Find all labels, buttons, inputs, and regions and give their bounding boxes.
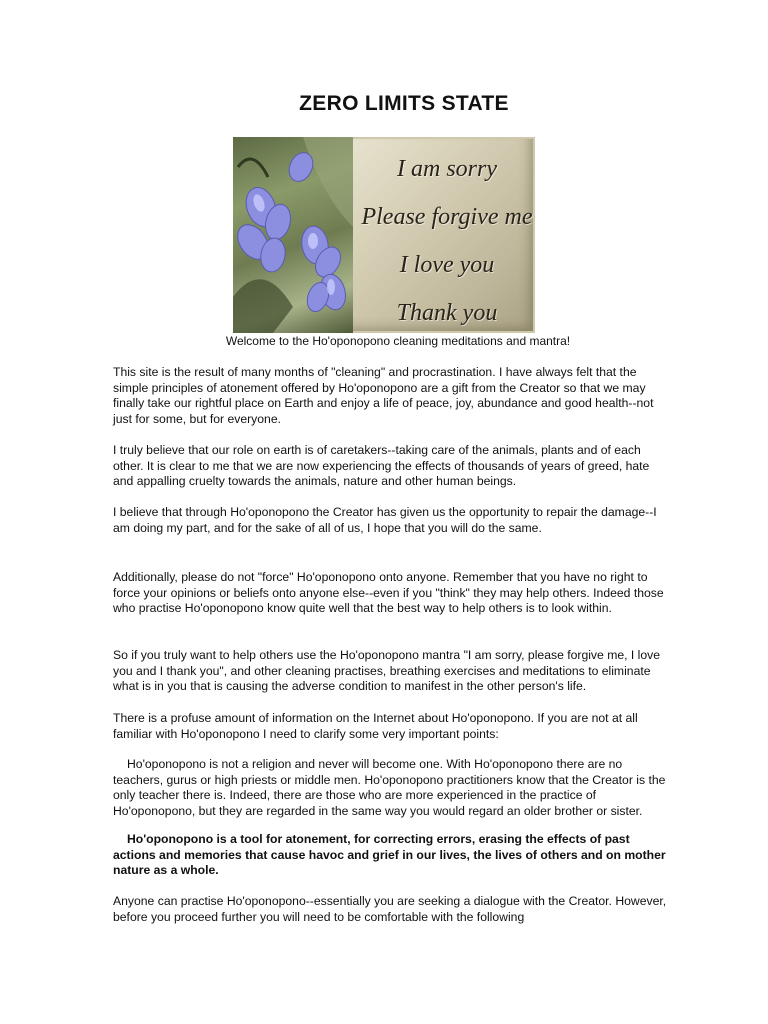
mantra-line-2: Please forgive me [361,204,533,230]
page-title: ZERO LIMITS STATE [299,92,509,115]
mantra-text [359,145,535,333]
intro-paragraph: This site is the result of many months of "cleaning" and procrastination. I have always felt that the simple principles of atonement offered by Ho'oponopono are a gift from the Creator so that we may finally take our rightful place on Earth and enjoy a life of peace, joy, abundance and good health--not just for some, but for everyone. [113,365,654,426]
religion-paragraph: Ho'oponopono is not a religion and never will become one. With Ho'oponopono there are no teachers, gurus or high priests or middle men. Ho'oponopono practitioners know that the Creator is the only teacher there is. Indeed, there are those who are more experienced in the practice of Ho'oponopono, but they are regarded in the same way you would regard an older brother or sister. [113,757,666,818]
mantra-image [233,137,535,333]
mantra-line-3: I love you [399,252,495,278]
mantra-paragraph: So if you truly want to help others use the Ho'oponopono mantra "I am sorry, please forgive me, I love you and I thank you", and other cleaning practises, breathing exercises and meditations to eliminate what is in you that is causing the adverse condition to manifest in the other person's life. [113,648,661,693]
caretakers-paragraph: I truly believe that our role on earth is of caretakers--taking care of the animals, plants and of each other. It is clear to me that we are now experiencing the effects of thousands of years of greed, hate and appalling cruelty towards the animals, nature and other human beings. [113,443,650,488]
purple-flowers-icon [233,137,353,333]
mantra-line-4: Thank you [396,300,498,326]
welcome-text: Welcome to the Ho'oponopono cleaning meditations and mantra! [225,334,571,348]
repair-paragraph: I believe that through Ho'oponopono the Creator has given us the opportunity to repair the damage--I am doing my part, and for the sake of all of us, I hope that you will do the same. [113,505,657,535]
force-paragraph: Additionally, please do not "force" Ho'oponopono onto anyone. Remember that you have no right to force your opinions or beliefs onto anyone else--even if you "think" they may help others. Indeed those who practise Ho'oponopono know quite well that the best way to help others is to look within. [113,570,664,615]
mantra-line-1: I am sorry [397,156,497,182]
atonement-paragraph: Ho'oponopono is a tool for atonement, for correcting errors, erasing the effects of past actions and memories that cause havoc and grief in our lives, the lives of others and on mother nature as a whole. [113,832,666,877]
practise-paragraph: Anyone can practise Ho'oponopono--essentially you are seeking a dialogue with the Creator. However, before you proceed further you will need to be comfortable with the following [113,894,667,924]
information-paragraph: There is a profuse amount of information on the Internet about Ho'oponopono. If you are not at all familiar with Ho'oponopono I need to clarify some very important points: [113,711,638,741]
flower-photo [233,137,353,333]
